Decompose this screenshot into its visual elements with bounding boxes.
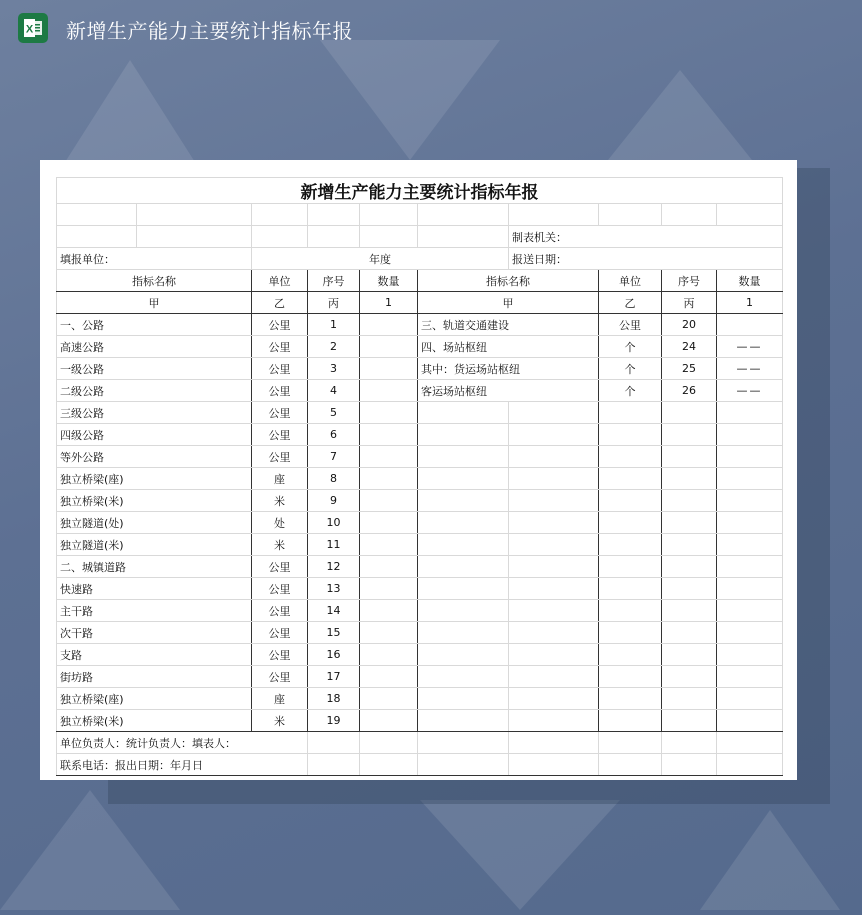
empty-cell[interactable] [662, 424, 717, 446]
empty-cell[interactable] [662, 710, 717, 732]
empty-cell[interactable] [509, 644, 599, 666]
row-name: 其中：货运场站枢纽 [418, 358, 599, 380]
row-name: 三级公路 [57, 402, 252, 424]
empty-cell[interactable] [717, 512, 783, 534]
header-name-left: 指标名称 [57, 270, 252, 292]
row-qty-input[interactable] [360, 622, 418, 644]
empty-cell[interactable] [717, 666, 783, 688]
header-unit-right: 单位 [599, 270, 662, 292]
row-unit: 公里 [252, 402, 308, 424]
org-label: 制表机关： [509, 226, 783, 248]
empty-cell[interactable] [599, 556, 662, 578]
empty-cell[interactable] [418, 688, 509, 710]
empty-cell[interactable] [717, 578, 783, 600]
empty-cell[interactable] [662, 754, 717, 776]
empty-cell[interactable] [418, 710, 509, 732]
empty-cell[interactable] [418, 622, 509, 644]
table-row [57, 468, 783, 490]
empty-cell[interactable] [717, 622, 783, 644]
footer-signatures: 单位负责人：统计负责人：填表人： [57, 732, 308, 754]
code-qty-right: 1 [717, 292, 783, 314]
row-name: 次干路 [57, 622, 252, 644]
excel-icon [18, 13, 48, 43]
empty-cell[interactable] [599, 512, 662, 534]
row-seq: 18 [308, 688, 360, 710]
table-row [57, 534, 783, 556]
empty-cell[interactable] [717, 710, 783, 732]
row-qty-input[interactable] [360, 512, 418, 534]
empty-cell[interactable] [418, 490, 509, 512]
empty-cell[interactable] [599, 688, 662, 710]
row-qty-input[interactable] [360, 336, 418, 358]
header-qty-left: 数量 [360, 270, 418, 292]
empty-cell[interactable] [599, 622, 662, 644]
row-name: 四级公路 [57, 424, 252, 446]
row-name: 一、公路 [57, 314, 252, 336]
empty-cell[interactable] [509, 490, 599, 512]
empty-cell[interactable] [599, 732, 662, 754]
empty-cell[interactable] [418, 534, 509, 556]
window-title: 新增生产能力主要统计指标年报 [66, 19, 353, 43]
table-row [57, 556, 783, 578]
empty-cell[interactable] [418, 600, 509, 622]
empty-cell[interactable] [662, 468, 717, 490]
empty-cell[interactable] [418, 644, 509, 666]
row-seq: 10 [308, 512, 360, 534]
row-qty-input[interactable] [360, 358, 418, 380]
row-name: 快速路 [57, 578, 252, 600]
row-name: 三、轨道交通建设 [418, 314, 599, 336]
row-seq: 26 [662, 380, 717, 402]
footer-contact: 联系电话：报出日期：年月日 [57, 754, 308, 776]
code-unit-left: 乙 [252, 292, 308, 314]
row-qty-input[interactable] [360, 578, 418, 600]
empty-cell[interactable] [509, 468, 599, 490]
row-name: 一级公路 [57, 358, 252, 380]
empty-cell[interactable] [509, 754, 599, 776]
row-unit: 公里 [252, 358, 308, 380]
empty-cell[interactable] [418, 424, 509, 446]
row-unit: 米 [252, 534, 308, 556]
empty-cell[interactable] [509, 710, 599, 732]
row-seq: 7 [308, 446, 360, 468]
row-qty-input[interactable] [360, 314, 418, 336]
empty-cell[interactable] [662, 578, 717, 600]
row-seq: 16 [308, 644, 360, 666]
empty-cell[interactable] [418, 556, 509, 578]
row-unit: 公里 [252, 578, 308, 600]
empty-cell[interactable] [662, 688, 717, 710]
code-seq-right: 丙 [662, 292, 717, 314]
row-seq: 12 [308, 556, 360, 578]
empty-cell[interactable] [599, 534, 662, 556]
row-unit: 个 [599, 336, 662, 358]
header-name-right: 指标名称 [418, 270, 599, 292]
row-unit: 米 [252, 710, 308, 732]
empty-cell[interactable] [360, 754, 418, 776]
row-seq: 15 [308, 622, 360, 644]
empty-cell[interactable] [599, 644, 662, 666]
row-qty-input[interactable] [360, 402, 418, 424]
table-row [57, 380, 783, 402]
empty-cell[interactable] [308, 754, 360, 776]
row-name: 街坊路 [57, 666, 252, 688]
empty-cell[interactable] [662, 556, 717, 578]
report-table [56, 177, 783, 776]
header-qty-right: 数量 [717, 270, 783, 292]
table-row [57, 512, 783, 534]
row-seq: 6 [308, 424, 360, 446]
row-unit: 公里 [252, 446, 308, 468]
row-unit: 处 [252, 512, 308, 534]
send-date-label: 报送日期： [509, 248, 783, 270]
header-seq-right: 序号 [662, 270, 717, 292]
row-qty[interactable]: —— [717, 336, 783, 358]
row-qty[interactable]: —— [717, 358, 783, 380]
empty-cell[interactable] [717, 468, 783, 490]
empty-cell[interactable] [662, 446, 717, 468]
empty-cell[interactable] [418, 512, 509, 534]
empty-cell[interactable] [418, 666, 509, 688]
empty-cell[interactable] [509, 600, 599, 622]
empty-cell[interactable] [509, 732, 599, 754]
row-name: 高速公路 [57, 336, 252, 358]
empty-cell[interactable] [599, 578, 662, 600]
empty-cell[interactable] [717, 754, 783, 776]
table-row [57, 600, 783, 622]
row-name: 主干路 [57, 600, 252, 622]
row-unit: 公里 [252, 424, 308, 446]
empty-cell[interactable] [599, 446, 662, 468]
row-name: 客运场站枢纽 [418, 380, 599, 402]
empty-cell[interactable] [509, 446, 599, 468]
row-qty-input[interactable] [360, 424, 418, 446]
row-seq: 11 [308, 534, 360, 556]
empty-cell[interactable] [717, 556, 783, 578]
row-unit: 公里 [252, 666, 308, 688]
empty-cell[interactable] [717, 732, 783, 754]
row-seq: 4 [308, 380, 360, 402]
empty-cell[interactable] [662, 622, 717, 644]
row-unit: 座 [252, 688, 308, 710]
empty-cell[interactable] [599, 710, 662, 732]
row-name: 独立桥梁(座) [57, 468, 252, 490]
empty-cell[interactable] [717, 534, 783, 556]
row-name: 独立桥梁(米) [57, 490, 252, 512]
report-title: 新增生产能力主要统计指标年报 [57, 178, 783, 204]
empty-cell[interactable] [418, 402, 509, 424]
row-unit: 公里 [252, 600, 308, 622]
row-unit: 公里 [252, 380, 308, 402]
row-unit: 公里 [252, 314, 308, 336]
empty-cell[interactable] [509, 402, 599, 424]
empty-cell[interactable] [717, 688, 783, 710]
row-qty-input[interactable] [360, 644, 418, 666]
empty-cell[interactable] [599, 754, 662, 776]
table-row [57, 314, 783, 336]
row-unit: 个 [599, 358, 662, 380]
row-seq: 17 [308, 666, 360, 688]
row-unit: 公里 [252, 336, 308, 358]
row-qty-input[interactable] [360, 600, 418, 622]
row-qty-input[interactable] [360, 710, 418, 732]
table-row [57, 644, 783, 666]
table-row [57, 402, 783, 424]
empty-cell[interactable] [599, 424, 662, 446]
row-seq: 13 [308, 578, 360, 600]
row-unit: 公里 [252, 556, 308, 578]
row-name: 二、城镇道路 [57, 556, 252, 578]
empty-cell[interactable] [509, 622, 599, 644]
code-qty-left: 1 [360, 292, 418, 314]
empty-cell[interactable] [717, 446, 783, 468]
row-seq: 24 [662, 336, 717, 358]
row-unit: 公里 [252, 622, 308, 644]
row-qty[interactable]: —— [717, 380, 783, 402]
empty-cell[interactable] [509, 556, 599, 578]
row-qty-input[interactable] [360, 534, 418, 556]
row-unit: 米 [252, 490, 308, 512]
footer-row [57, 732, 783, 754]
row-qty-input[interactable] [360, 666, 418, 688]
row-qty-input[interactable] [360, 380, 418, 402]
empty-cell[interactable] [509, 534, 599, 556]
row-seq: 20 [662, 314, 717, 336]
row-name: 等外公路 [57, 446, 252, 468]
row-qty-input[interactable] [360, 556, 418, 578]
row-name: 独立隧道(米) [57, 534, 252, 556]
row-qty-input[interactable] [360, 468, 418, 490]
row-name: 独立桥梁(米) [57, 710, 252, 732]
empty-cell[interactable] [662, 732, 717, 754]
footer-row [57, 754, 783, 776]
code-seq-left: 丙 [308, 292, 360, 314]
report-unit-label: 填报单位： [57, 248, 252, 270]
empty-cell[interactable] [717, 424, 783, 446]
row-seq: 9 [308, 490, 360, 512]
code-unit-right: 乙 [599, 292, 662, 314]
empty-cell[interactable] [662, 600, 717, 622]
row-seq: 25 [662, 358, 717, 380]
empty-cell[interactable] [662, 490, 717, 512]
empty-cell[interactable] [717, 402, 783, 424]
table-row [57, 336, 783, 358]
empty-cell[interactable] [418, 446, 509, 468]
empty-cell[interactable] [717, 644, 783, 666]
empty-cell[interactable] [418, 732, 509, 754]
year-label: 年度 [252, 248, 509, 270]
empty-cell[interactable] [599, 468, 662, 490]
row-unit: 公里 [599, 314, 662, 336]
row-name: 支路 [57, 644, 252, 666]
table-row [57, 424, 783, 446]
empty-cell[interactable] [599, 402, 662, 424]
empty-cell[interactable] [509, 578, 599, 600]
empty-cell[interactable] [509, 512, 599, 534]
row-qty-input[interactable] [360, 446, 418, 468]
empty-cell[interactable] [599, 600, 662, 622]
row-seq: 2 [308, 336, 360, 358]
code-name-left: 甲 [57, 292, 252, 314]
table-row [57, 578, 783, 600]
empty-cell[interactable] [717, 600, 783, 622]
row-seq: 1 [308, 314, 360, 336]
table-row [57, 622, 783, 644]
header-unit-left: 单位 [252, 270, 308, 292]
empty-cell[interactable] [662, 534, 717, 556]
row-unit: 公里 [252, 644, 308, 666]
row-unit: 个 [599, 380, 662, 402]
row-seq: 3 [308, 358, 360, 380]
empty-cell[interactable] [662, 402, 717, 424]
table-row [57, 666, 783, 688]
row-unit: 座 [252, 468, 308, 490]
empty-cell[interactable] [662, 512, 717, 534]
empty-cell[interactable] [717, 490, 783, 512]
row-seq: 14 [308, 600, 360, 622]
header-seq-left: 序号 [308, 270, 360, 292]
row-name: 二级公路 [57, 380, 252, 402]
empty-cell[interactable] [308, 732, 360, 754]
row-seq: 8 [308, 468, 360, 490]
row-qty-input[interactable] [360, 490, 418, 512]
table-row [57, 710, 783, 732]
empty-cell[interactable] [360, 732, 418, 754]
table-row [57, 358, 783, 380]
row-seq: 5 [308, 402, 360, 424]
row-qty[interactable] [717, 314, 783, 336]
empty-cell[interactable] [662, 644, 717, 666]
table-row [57, 688, 783, 710]
row-seq: 19 [308, 710, 360, 732]
empty-cell[interactable] [662, 666, 717, 688]
row-name: 独立桥梁(座) [57, 688, 252, 710]
code-name-right: 甲 [418, 292, 599, 314]
empty-cell[interactable] [509, 666, 599, 688]
empty-cell[interactable] [418, 754, 509, 776]
empty-cell[interactable] [599, 490, 662, 512]
empty-cell[interactable] [418, 468, 509, 490]
spreadsheet [40, 160, 797, 780]
empty-cell[interactable] [509, 424, 599, 446]
row-name: 四、场站枢纽 [418, 336, 599, 358]
table-row [57, 490, 783, 512]
empty-cell[interactable] [418, 578, 509, 600]
svg-text:X: X [25, 23, 34, 36]
row-name: 独立隧道(处) [57, 512, 252, 534]
row-qty-input[interactable] [360, 688, 418, 710]
empty-cell[interactable] [599, 666, 662, 688]
empty-cell[interactable] [509, 688, 599, 710]
table-row [57, 446, 783, 468]
